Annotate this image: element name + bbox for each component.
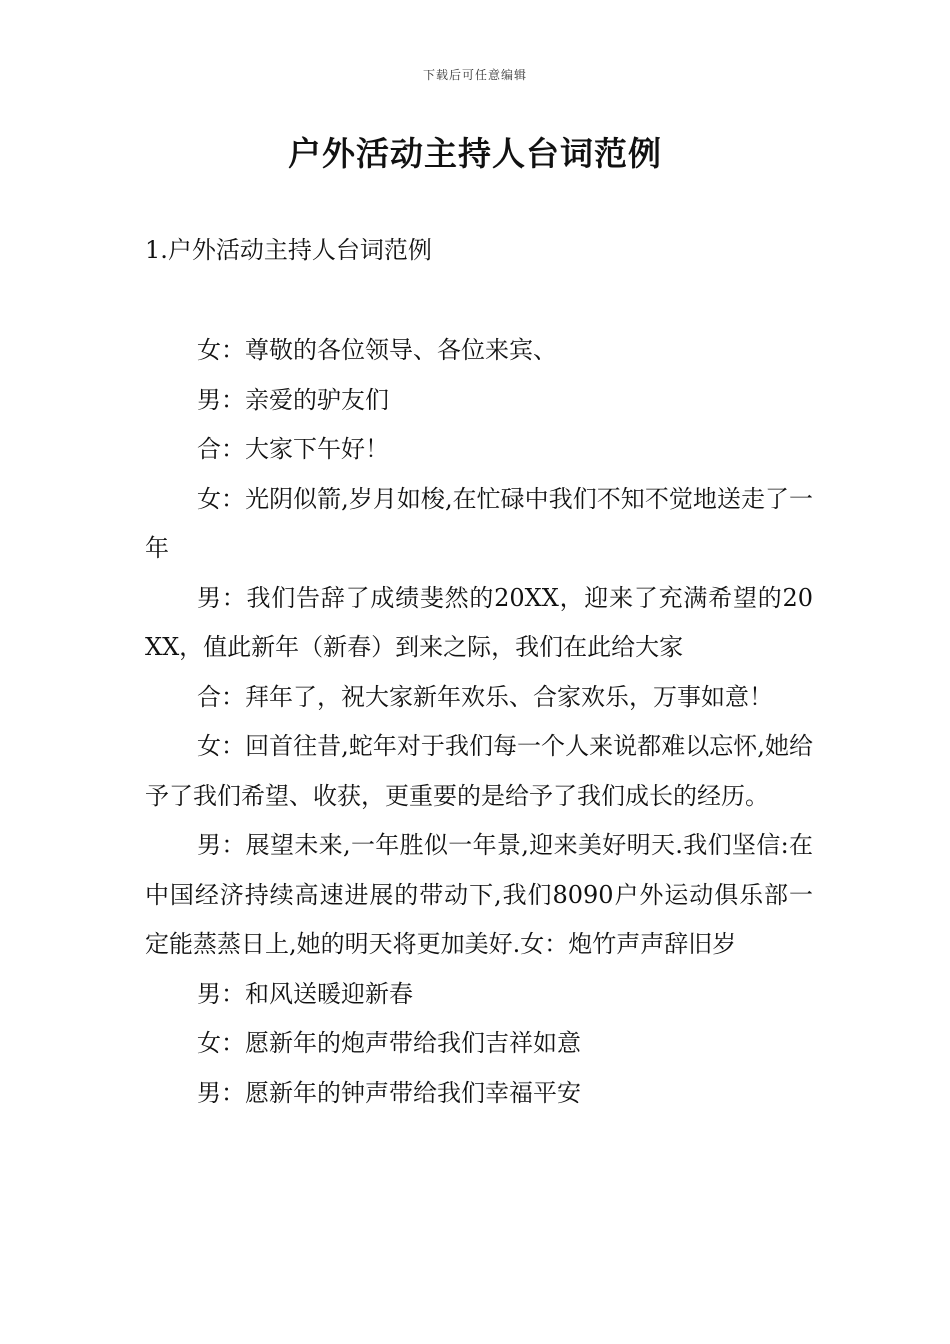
dialogue-paragraph [145, 475, 813, 574]
dialogue-paragraph [145, 425, 813, 475]
speaker-label: 男： [197, 385, 245, 414]
dialogue-paragraph [145, 821, 813, 970]
dialogue-text: 尊敬的各位领导、各位来宾、 [245, 336, 557, 364]
dialogue-paragraph [145, 673, 813, 723]
dialogue-text: 我们告辞了成绩斐然的20XX，迎来了充满希望的20XX，值此新年（新春）到来之际，我们在此给大家 [145, 583, 814, 661]
dialogue-text: 展望未来,一年胜似一年景,迎来美好明天.我们坚信:在中国经济持续高速进展的带动下,我们8090户外运动俱乐部一定能蒸蒸日上,她的明天将更加美好.女：炮竹声声辞旧岁 [145, 831, 813, 958]
dialogue-text: 回首往昔,蛇年对于我们每一个人来说都难以忘怀,她给予了我们希望、收获，更重要的是给予了我们成长的经历。 [145, 732, 813, 810]
speaker-label: 男： [197, 583, 247, 612]
dialogue-body [145, 326, 813, 1118]
speaker-label: 女： [197, 336, 245, 364]
dialogue-paragraph [145, 376, 813, 426]
speaker-label: 女： [197, 484, 246, 513]
dialogue-paragraph [145, 970, 813, 1020]
section-heading: 1.户外活动主持人台词范例 [145, 236, 432, 264]
dialogue-paragraph [145, 1069, 813, 1119]
speaker-label: 男： [197, 1078, 245, 1107]
dialogue-text: 光阴似箭,岁月如梭,在忙碌中我们不知不觉地送走了一年 [145, 484, 813, 562]
speaker-label: 男： [197, 979, 245, 1008]
dialogue-text: 愿新年的炮声带给我们吉祥如意 [245, 1029, 581, 1057]
dialogue-text: 和风送暖迎新春 [245, 979, 413, 1008]
speaker-label: 合： [197, 682, 245, 711]
speaker-label: 女： [197, 732, 246, 760]
dialogue-text: 拜年了，祝大家新年欢乐、合家欢乐，万事如意！ [245, 682, 773, 711]
speaker-label: 男： [197, 831, 246, 859]
dialogue-text: 愿新年的钟声带给我们幸福平安 [245, 1078, 581, 1107]
header-note: 下载后可任意编辑 [422, 68, 527, 82]
speaker-label: 女： [197, 1029, 245, 1057]
dialogue-paragraph [145, 1019, 813, 1069]
dialogue-paragraph [145, 722, 813, 821]
document-title: 户外活动主持人台词范例 [288, 134, 662, 173]
dialogue-text: 大家下午好！ [245, 435, 389, 463]
dialogue-text: 亲爱的驴友们 [245, 385, 389, 414]
dialogue-paragraph [145, 574, 813, 673]
speaker-label: 合： [197, 435, 245, 463]
dialogue-paragraph [145, 326, 813, 376]
